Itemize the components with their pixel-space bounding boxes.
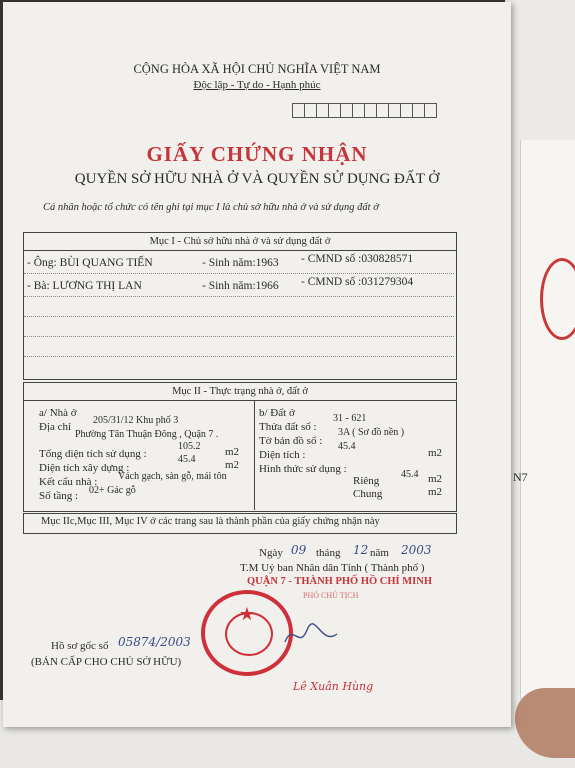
divider — [24, 296, 454, 297]
republic-heading: CỘNG HÒA XÃ HỘI CHỦ NGHĨA VIỆT NAM — [133, 62, 381, 76]
plot-label: Thửa đất số : — [259, 421, 317, 433]
total-area-unit: m2 — [225, 446, 240, 458]
signer-role: PHÓ CHỦ TỊCH — [303, 591, 359, 600]
file-label: Hồ sơ gốc số — [51, 640, 109, 652]
date-day: 09 — [291, 543, 307, 557]
section1-heading: Mục I - Chủ sở hữu nhà ở và sử dụng đất ở — [23, 232, 457, 251]
official-stamp — [201, 590, 293, 676]
serial-boxes — [293, 103, 437, 118]
private-value: 45.4 — [401, 469, 419, 480]
date-month: 12 — [353, 543, 369, 557]
plot-value: 31 - 621 — [333, 413, 367, 424]
section2-heading: Mục II - Thực trạng nhà ở, đất ở — [23, 382, 457, 401]
address-label: Địa chỉ — [39, 421, 72, 433]
document-subtitle: QUYỀN SỞ HỮU NHÀ Ở VÀ QUYỀN SỬ DỤNG ĐẤT Ở — [74, 171, 440, 187]
owner1-id: - CMND số :030828571 — [301, 253, 414, 265]
divider — [24, 356, 454, 357]
divider — [24, 273, 454, 274]
file-number: 05874/2003 — [118, 635, 191, 649]
intro-text: Cá nhân hoặc tổ chức có tên ghi tại mục I là chủ sở hữu nhà ở và sử dụng đất ở — [43, 202, 379, 213]
owner2-birth: - Sinh năm:1966 — [202, 280, 279, 292]
address-line1: 205/31/12 Khu phố 3 — [93, 415, 179, 426]
section1-box — [23, 250, 457, 380]
date-year-label: năm — [370, 547, 389, 559]
total-area-value: 105.2 — [178, 441, 201, 452]
structure-value: Vách gạch, sàn gỗ, mái tôn — [118, 471, 227, 482]
date-year: 2003 — [401, 543, 432, 557]
shared-unit: m2 — [428, 486, 443, 498]
footer-note: Mục IIc,Mục III, Mục IV ở các trang sau là thành phần của giấy chứng nhận này — [41, 516, 380, 527]
floors-label: Số tầng : — [39, 490, 79, 502]
land-label: b/ Đất ở — [259, 407, 295, 419]
structure-label: Kết cấu nhà : — [39, 476, 98, 488]
divider — [24, 316, 454, 317]
authority-line2: QUẬN 7 - THÀNH PHỐ HỒ CHÍ MINH — [247, 576, 433, 587]
background-page — [513, 140, 575, 700]
certificate-document — [3, 2, 511, 727]
address-line2: Phường Tân Thuận Đông , Quận 7 . — [75, 429, 219, 440]
authority-line1: T.M Uỷ ban Nhân dân Tỉnh ( Thành phố ) — [240, 562, 425, 574]
divider — [24, 336, 454, 337]
date-prefix: Ngày — [259, 547, 283, 559]
signature-scribble — [281, 620, 341, 650]
private-label: Riêng — [353, 475, 380, 487]
copy-note: (BẢN CẤP CHO CHỦ SỞ HỮU) — [31, 656, 182, 668]
map-value: 3A ( Sơ đồ nền ) — [338, 427, 405, 438]
section2-divider — [254, 400, 255, 510]
document-title: GIẤY CHỨNG NHẬN — [146, 142, 368, 166]
total-area-label: Tổng diện tích sử dụng : — [39, 448, 147, 460]
owner1-birth: - Sinh năm:1963 — [202, 257, 279, 269]
owner1-name: - Ông: BÙI QUANG TIẾN — [27, 257, 153, 269]
owner2-name: - Bà: LƯƠNG THỊ LAN — [27, 280, 142, 292]
built-area-value: 45.4 — [178, 454, 196, 465]
built-area-unit: m2 — [225, 459, 240, 471]
motto: Độc lập - Tự do - Hạnh phúc — [193, 79, 321, 91]
private-unit: m2 — [428, 473, 443, 485]
date-month-label: tháng — [316, 547, 341, 559]
map-label: Tờ bản đồ số : — [259, 435, 323, 447]
land-area-value: 45.4 — [338, 441, 356, 452]
floors-value: 02+ Gác gỗ — [89, 485, 136, 496]
house-label: a/ Nhà ở — [39, 407, 77, 419]
land-area-label: Diện tích : — [259, 449, 306, 461]
shared-label: Chung — [353, 488, 383, 500]
land-area-unit: m2 — [428, 447, 443, 459]
signer-name: Lê Xuân Hùng — [293, 680, 374, 693]
owner2-id: - CMND số :031279304 — [301, 276, 414, 288]
usage-label: Hình thức sử dụng : — [259, 463, 347, 475]
side-page-mark: N7 — [513, 470, 528, 484]
built-area-label: Diện tích xây dựng : — [39, 462, 130, 474]
stamp-star-icon: ★ — [238, 604, 256, 624]
